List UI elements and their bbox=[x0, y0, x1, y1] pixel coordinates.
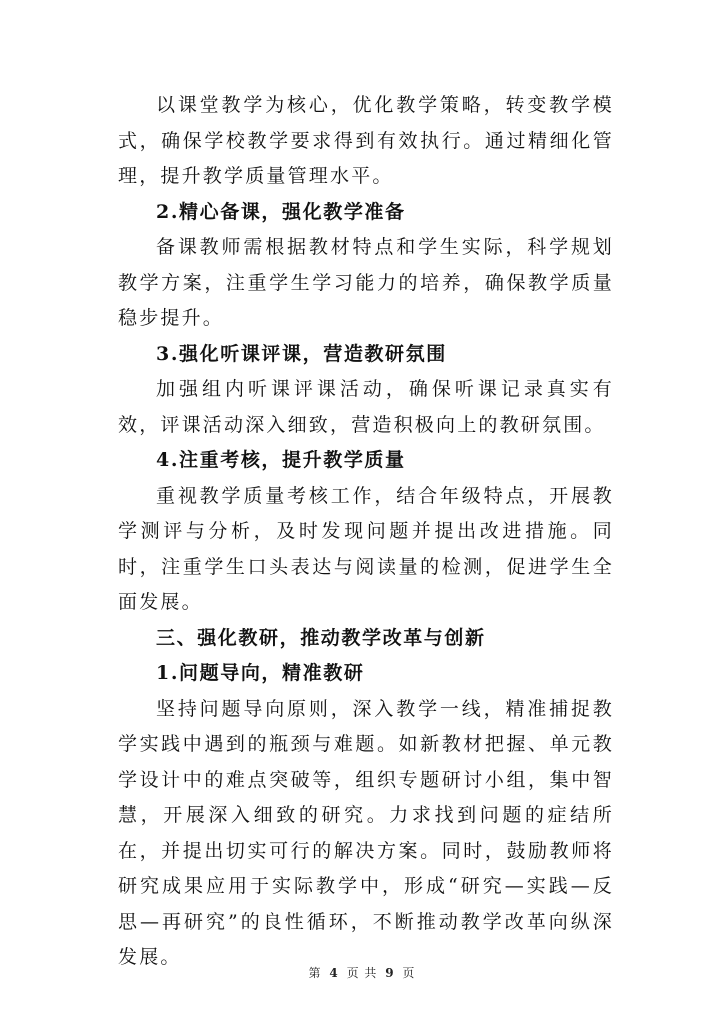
section-heading: 3.强化听课评课，营造教研氛围 bbox=[156, 342, 447, 365]
chapter-heading: 三、强化教研，推动教学改革与创新 bbox=[156, 626, 486, 649]
body-paragraph: 备课教师需根据教材特点和学生实际，科学规划教学方案，注重学生学习能力的培养，确保教学质量稳步提升。 bbox=[118, 236, 614, 329]
body-paragraph: 以课堂教学为核心，优化教学策略，转变教学模式，确保学校教学要求得到有效执行。通过精细化管理，提升教学质量管理水平。 bbox=[118, 94, 614, 187]
total-page-number: 9 bbox=[385, 966, 395, 980]
footer-middle: 页 共 bbox=[346, 966, 378, 980]
section-heading: 4.注重考核，提升教学质量 bbox=[156, 449, 406, 471]
document-body bbox=[118, 88, 614, 976]
body-paragraph: 加强组内听课评课活动，确保听课记录真实有效，评课活动深入细致，营造积极向上的教研氛围。 bbox=[118, 378, 614, 436]
body-paragraph: 重视教学质量考核工作，结合年级特点，开展教学测评与分析，及时发现问题并提出改进措施。同时，注重学生口头表达与阅读量的检测，促进学生全面发展。 bbox=[118, 484, 614, 613]
page-footer bbox=[0, 964, 724, 981]
body-paragraph: 坚持问题导向原则，深入教学一线，精准捕捉教学实践中遇到的瓶颈与难题。如新教材把握、单元教学设计中的难点突破等，组织专题研讨小组，集中智慧，开展深入细致的研究。力求找到问题的症结所在，并提出切实可行的解决方案。同时，鼓励教师将研究成果应用于实际教学中，形成“研究—实践—反思—再研究”的良性循环，不断推动教学改革向纵深发展。 bbox=[118, 697, 614, 968]
section-heading: 2.精心备课，强化教学准备 bbox=[156, 200, 406, 223]
current-page-number: 4 bbox=[329, 966, 339, 980]
section-heading: 1.问题导向，精准教研 bbox=[156, 662, 365, 684]
footer-prefix: 第 bbox=[308, 966, 322, 980]
footer-suffix: 页 bbox=[402, 966, 416, 980]
